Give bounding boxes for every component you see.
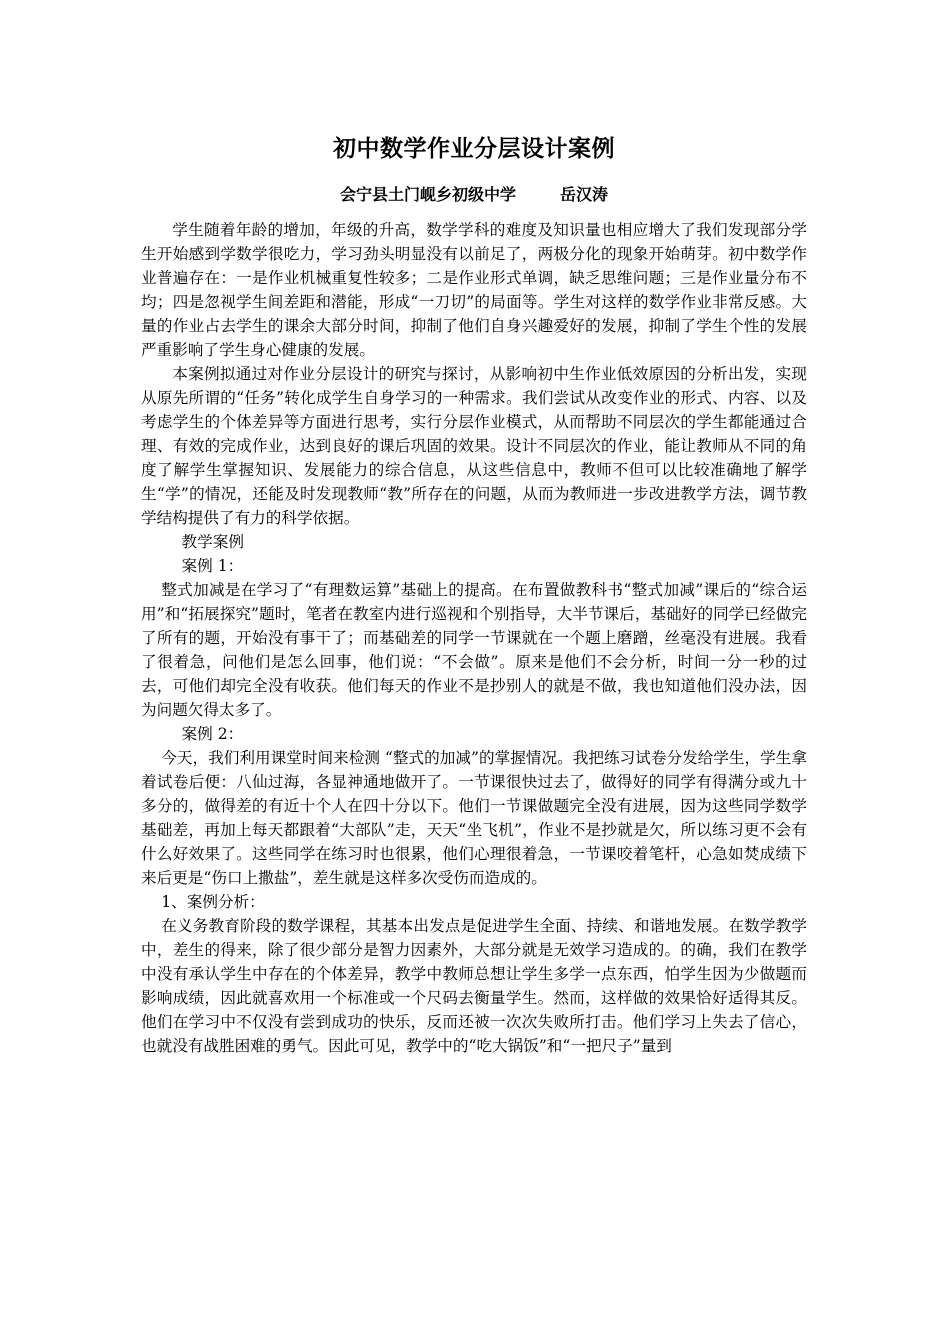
heading-case-2: 案例 2：	[181, 725, 244, 743]
paragraph-purpose: 本案例拟通过对作业分层设计的研究与探讨，从影响初中生作业低效原因的分析出发，实现从原先所谓的“任务”转化成学生自身学习的一种需求。我们尝试从改变作业的形式、内容、以及考虑学生的个体差异等方面进行思考，实行分层作业模式，从而帮助不同层次的学生都能通过合理、有效的完成作业，达到良好的课后巩固的效果。设计不同层次的作业，能让教师从不同的角度了解学生掌握知识、发展能力的综合信息，从这些信息中，教师不但可以比较准确地了解学生“学”的情况，还能及时发现教师“教”所存在的问题，从而为教师进一步改进教学方法，调节教学结构提供了有力的科学依据。	[141, 365, 807, 527]
heading-case-analysis: 1、案例分析：	[161, 893, 265, 911]
document-title: 初中数学作业分层设计案例	[333, 136, 615, 162]
school-name: 会宁县土门岘乡初级中学	[339, 185, 516, 204]
paragraph-analysis: 在义务教育阶段的数学课程，其基本出发点是促进学生全面、持续、和谐地发展。在数学教学中，差生的得来，除了很少部分是智力因素外，大部分就是无效学习造成的。的确，我们在教学中没有承认学生中存在的个体差异，教学中教师总想让学生多学一点东西，怕学生因为少做题而影响成绩，因此就喜欢用一个标准或一个尺码去衡量学生。然而，这样做的效果恰好适得其反。他们在学习中不仅没有尝到成功的快乐，反而还被一次次失败所打击。他们学习上失去了信心，也就没有战胜困难的勇气。因此可见，教学中的“吃大锅饭”和“一把尺子”量到	[141, 917, 807, 1055]
heading-case-1: 案例 1：	[181, 557, 244, 575]
author-name: 岳汉涛	[560, 185, 609, 204]
paragraph-case-2: 今天，我们利用课堂时间来检测 “整式的加减”的掌握情况。我把练习试卷分发给学生，学生拿着试卷后便：八仙过海，各显神通地做开了。一节课很快过去了，做得好的同学有得满分或九十多分的，做得差的有近十个人在四十分以下。他们一节课做题完全没有进展，因为这些同学数学基础差，再加上每天都跟着“大部队”走，天天“坐飞机”，作业不是抄就是欠，所以练习更不会有什么好效果了。这些同学在练习时也很累，他们心理很着急，一节课咬着笔杆，心急如焚成绩下来后更是“伤口上撒盐”，差生就是这样多次受伤而造成的。	[141, 749, 807, 887]
paragraph-intro: 学生随着年龄的增加，年级的升高，数学学科的难度及知识量也相应增大了我们发现部分学生开始感到学数学很吃力，学习劲头明显没有以前足了，两极分化的现象开始萌芽。初中数学作业普遍存在：一是作业机械重复性较多；二是作业形式单调，缺乏思维问题；三是作业量分布不均；四是忽视学生间差距和潜能，形成“一刀切”的局面等。学生对这样的数学作业非常反感。大量的作业占去学生的课余大部分时间，抑制了他们自身兴趣爱好的发展，抑制了学生个性的发展严重影响了学生身心健康的发展。	[141, 221, 807, 359]
paragraph-case-1: 整式加减是在学习了“有理数运算”基础上的提高。在布置做教科书“整式加减”课后的“综合运用”和“拓展探究”题时，笔者在教室内进行巡视和个别指导，大半节课后，基础好的同学已经做完了所有的题，开始没有事干了；而基础差的同学一节课就在一个题上磨蹭，丝毫没有进展。我看了很着急，问他们是怎么回事，他们说：“不会做”。原来是他们不会分析，时间一分一秒的过去，可他们却完全没有收获。他们每天的作业不是抄别人的就是不做，我也知道他们没办法，因为问题欠得太多了。	[141, 581, 807, 719]
byline	[141, 182, 807, 208]
heading-teaching-cases: 教学案例	[181, 533, 244, 551]
document-page	[141, 132, 807, 1058]
